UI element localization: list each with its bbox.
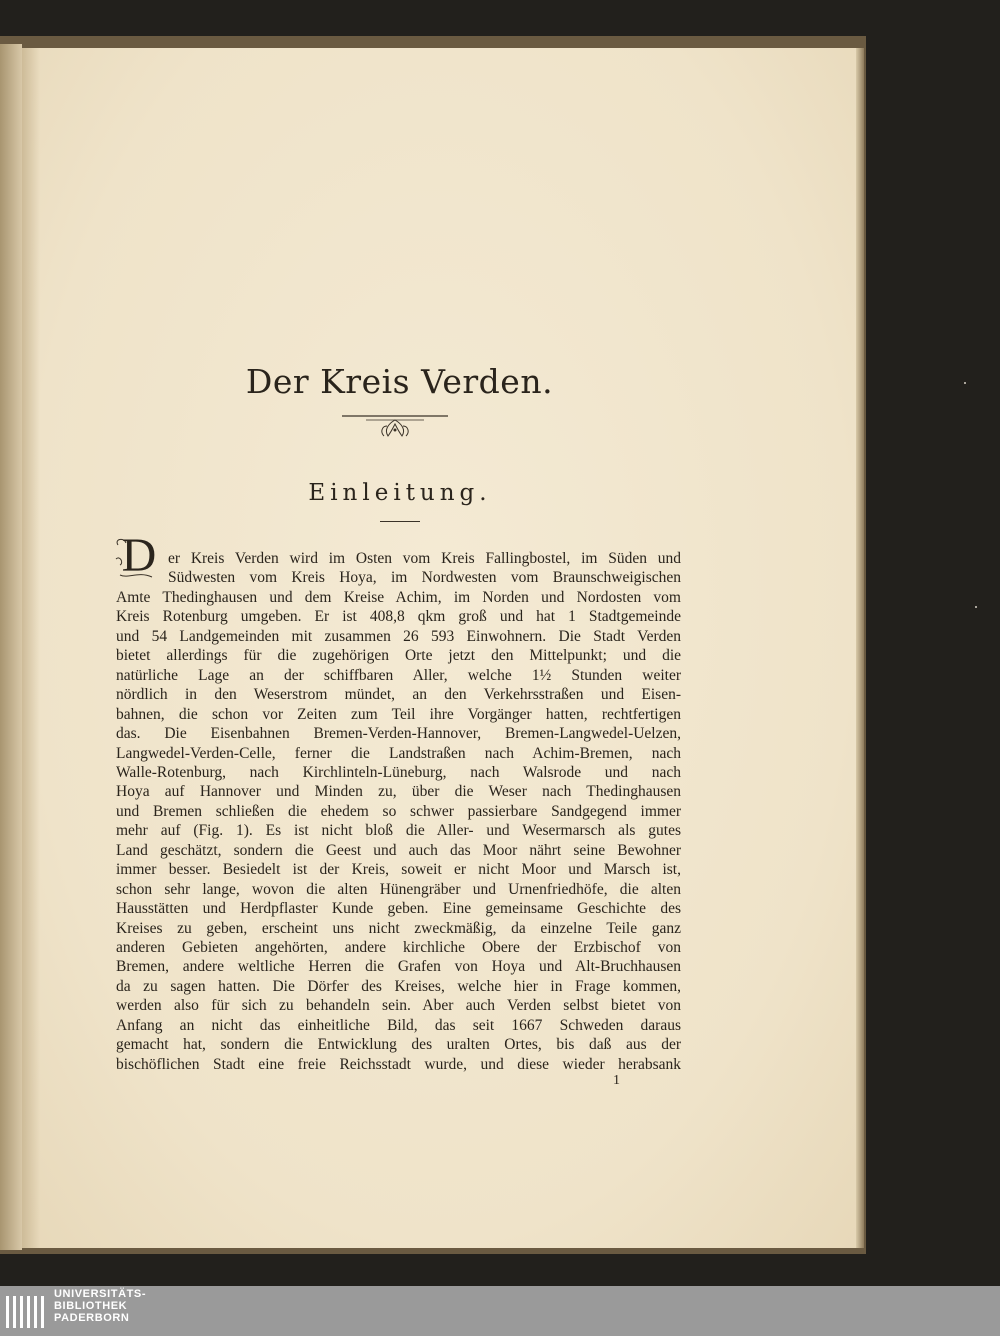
page-right-edge xyxy=(856,48,864,1248)
page-title: Der Kreis Verden. xyxy=(245,362,554,401)
text-line: werden also für sich zu behandeln sein. Aber auch Verden selbst bietet von xyxy=(116,997,681,1015)
text-line: und 54 Landgemeinden mit zusammen 26 593 Einwohnern. Die Stadt Verden xyxy=(116,627,681,645)
text-line: schon sehr lange, wovon die alten Hünengräber und Urnenfriedhöfe, die alten xyxy=(116,880,681,898)
footer-line-2: BIBLIOTHEK xyxy=(54,1300,128,1312)
text-line: natürliche Lage an der schiffbaren Aller, welche 1½ Stunden weiter xyxy=(116,666,681,684)
text-line: bischöflichen Stadt eine freie Reichsstadt wurde, und diese wieder herabsank xyxy=(116,1055,681,1073)
text-line: Kreis Rotenburg umgeben. Er ist 408,8 qkm groß und hat 1 Stadtgemeinde xyxy=(116,608,681,626)
library-logo-icon xyxy=(4,1292,48,1332)
text-line: Walle-Rotenburg, nach Kirchlinteln-Lüneburg, nach Walsrode und nach xyxy=(116,763,681,781)
text-line: Land geschätzt, sondern die Geest und auch das Moor nährt seine Bewohner xyxy=(116,841,681,859)
decorative-initial xyxy=(114,529,164,583)
footer-line-1: UNIVERSITÄTS- xyxy=(54,1288,147,1300)
text-line: immer besser. Besiedelt ist der Kreis, soweit er nicht Moor und Marsch ist, xyxy=(116,861,681,879)
text-line: Südwesten vom Kreis Hoya, im Nordwesten vom Braunschweigischen xyxy=(168,569,681,587)
text-line: das. Die Eisenbahnen Bremen-Verden-Hannover, Bremen-Langwedel-Uelzen, xyxy=(116,725,681,743)
text-line: Amte Thedinghausen und dem Kreise Achim, im Norden und Nordosten vom xyxy=(116,588,681,606)
text-line: anderen Gebieten angehörten, andere kirchliche Obere der Erzbischof von xyxy=(116,939,681,956)
text-line: nördlich in den Weserstrom mündet, an den Verkehrsstraßen und Eisen- xyxy=(116,686,681,704)
text-line: Anfang an nicht das einheitliche Bild, das seit 1667 Schweden daraus xyxy=(116,1016,681,1034)
text-line: und Bremen schließen die ehedem so schwer passierbare Sandgegend immer xyxy=(116,802,681,820)
page-number: 1 xyxy=(613,1073,620,1088)
section-heading: Einleitung. xyxy=(308,480,492,506)
library-footer xyxy=(0,1286,1000,1336)
text-line: da zu sagen hatten. Die Dörfer des Kreises, welche hier in Frage kommen, xyxy=(116,977,681,995)
text-line: er Kreis Verden wird im Osten vom Kreis Fallingbostel, im Süden und xyxy=(168,550,681,567)
text-line: gemacht hat, sondern die Entwicklung des uralten Ortes, bis daß aus der xyxy=(116,1036,681,1054)
scan-speck xyxy=(964,382,966,384)
gutter-shadow xyxy=(22,48,40,1248)
text-line: Kreises zu geben, erscheint uns nicht zweckmäßig, da einzelne Teile ganz xyxy=(116,919,681,937)
scan-speck xyxy=(975,606,977,608)
text-line: bahnen, die schon vor Zeiten zum Teil ihre Vorgänger hatten, rechtfertigen xyxy=(116,705,681,723)
text-line: mehr auf (Fig. 1). Es ist nicht bloß die Aller- und Wesermarsch als gutes xyxy=(116,822,681,840)
heading-rule xyxy=(380,521,420,522)
title-ornament-icon xyxy=(340,410,450,442)
text-line: Bremen, andere weltliche Herren die Grafen von Hoya und Alt-Bruchhausen xyxy=(116,958,681,976)
initial-letter: D xyxy=(121,529,157,582)
text-line: bietet allerdings für die zugehörigen Orte jetzt den Mittelpunkt; und die xyxy=(116,647,681,665)
text-line: Hoya auf Hannover und Minden zu, über die Weser nach Thedinghausen xyxy=(116,783,681,801)
footer-line-3: PADERBORN xyxy=(54,1312,130,1324)
text-line: Hausstätten und Herdpflaster Kunde geben. Eine gemeinsame Geschichte des xyxy=(116,900,681,918)
previous-page-edge xyxy=(0,44,22,1250)
text-line: Langwedel-Verden-Celle, ferner die Landstraßen nach Achim-Bremen, nach xyxy=(116,744,681,762)
